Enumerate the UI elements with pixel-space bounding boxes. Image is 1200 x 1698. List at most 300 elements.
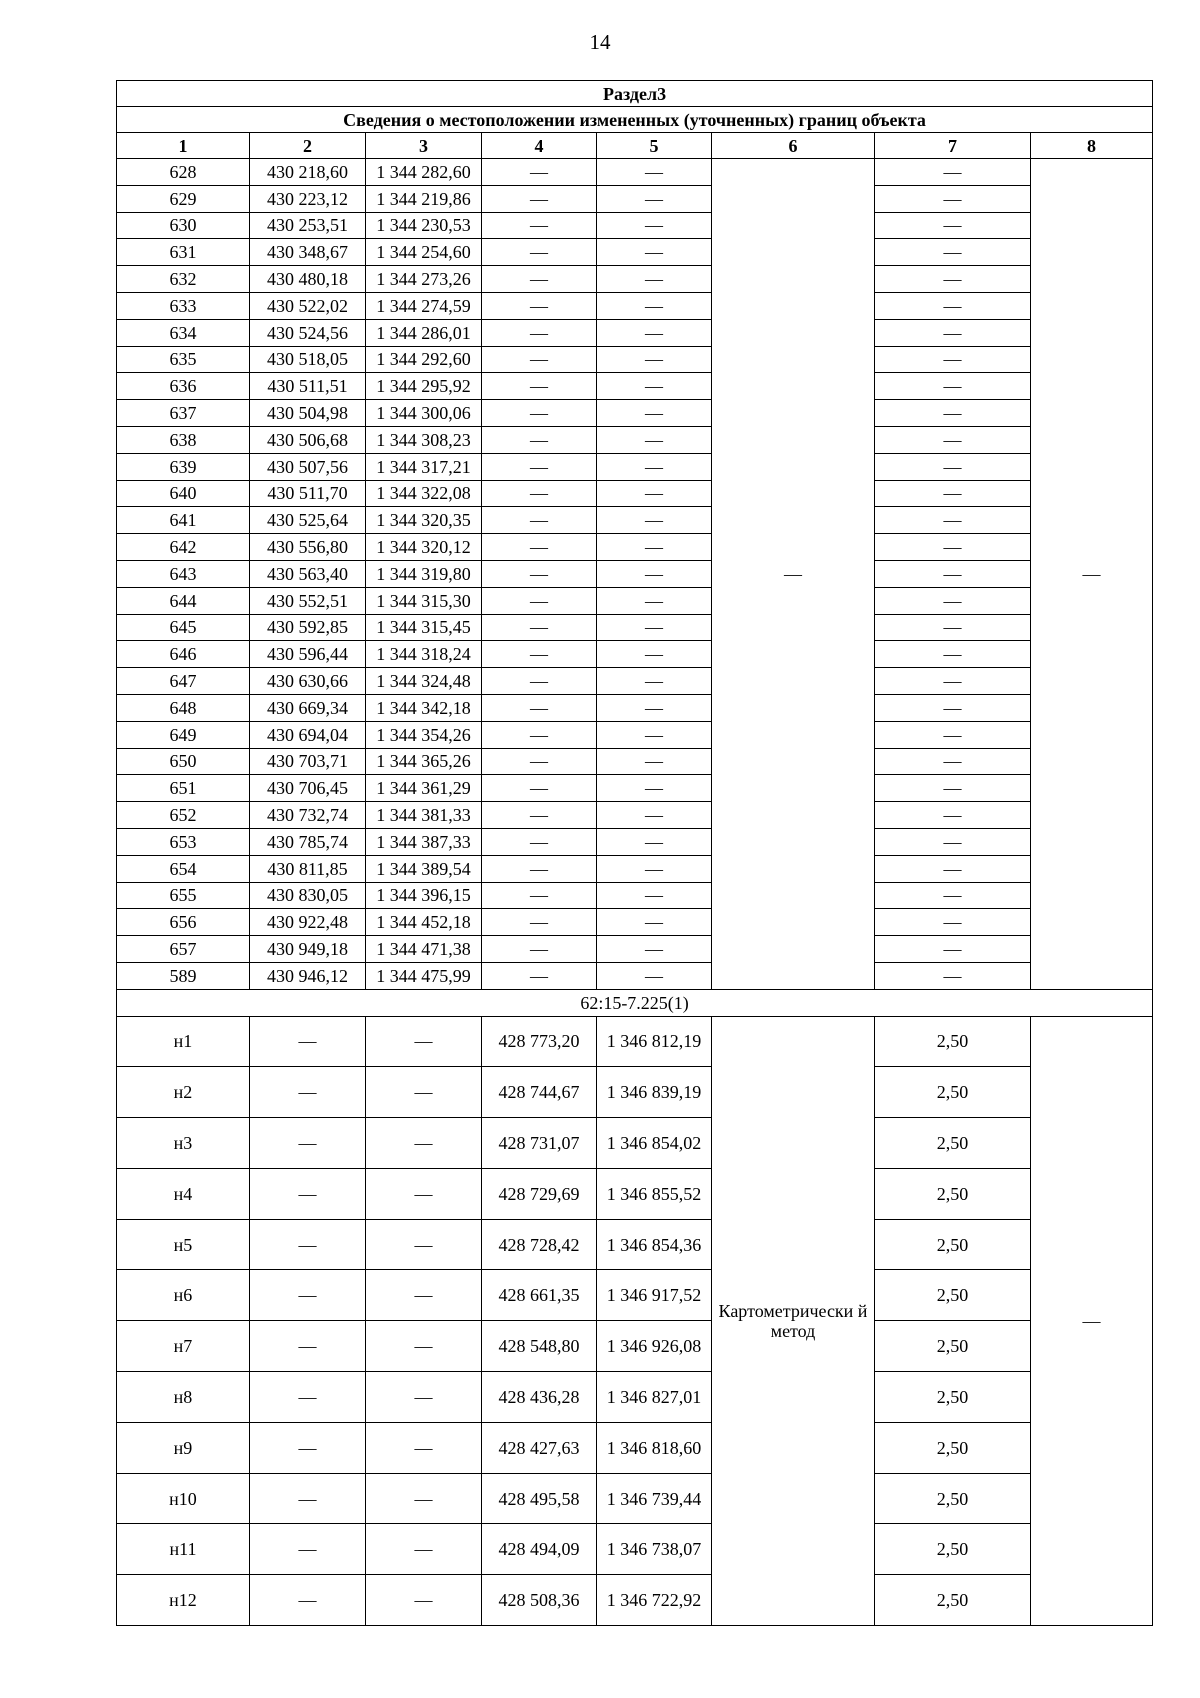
table-row	[117, 1575, 1153, 1626]
accuracy-cell: —	[875, 373, 1031, 400]
column-5-cell: —	[597, 507, 712, 534]
accuracy-cell: —	[875, 212, 1031, 239]
column-4-cell: —	[482, 882, 597, 909]
y-coordinate-cell: 1 344 292,60	[366, 346, 482, 373]
x-coordinate-cell: 428 744,67	[482, 1067, 597, 1118]
table-row	[117, 855, 1153, 882]
accuracy-cell: —	[875, 828, 1031, 855]
point-number-cell: 651	[117, 775, 250, 802]
point-number-cell: н2	[117, 1067, 250, 1118]
column-4-cell: —	[482, 641, 597, 668]
column-5-cell: —	[597, 453, 712, 480]
accuracy-cell: 2,50	[875, 1067, 1031, 1118]
column-2-cell: —	[250, 1575, 366, 1626]
table-row	[117, 560, 1153, 587]
point-number-cell: н8	[117, 1372, 250, 1423]
table-row	[117, 426, 1153, 453]
column-2-cell: —	[250, 1270, 366, 1321]
column-2-cell: —	[250, 1016, 366, 1067]
x-coordinate-cell: 430 830,05	[250, 882, 366, 909]
column-number: 6	[712, 133, 875, 159]
column-2-cell: —	[250, 1118, 366, 1169]
column-4-cell: —	[482, 694, 597, 721]
column-4-cell: —	[482, 587, 597, 614]
table-row	[117, 909, 1153, 936]
x-coordinate-cell: 430 703,71	[250, 748, 366, 775]
column-3-cell: —	[366, 1524, 482, 1575]
point-number-cell: н5	[117, 1219, 250, 1270]
accuracy-cell: —	[875, 400, 1031, 427]
y-coordinate-cell: 1 344 319,80	[366, 560, 482, 587]
table-title: Сведения о местоположении измененных (уточненных) границ объекта	[117, 107, 1153, 133]
accuracy-cell: —	[875, 962, 1031, 989]
accuracy-cell: —	[875, 266, 1031, 293]
table-row	[117, 534, 1153, 561]
column-number: 5	[597, 133, 712, 159]
y-coordinate-cell: 1 346 854,02	[597, 1118, 712, 1169]
accuracy-cell: —	[875, 694, 1031, 721]
y-coordinate-cell: 1 344 475,99	[366, 962, 482, 989]
y-coordinate-cell: 1 344 381,33	[366, 802, 482, 829]
column-5-cell: —	[597, 534, 712, 561]
column-5-cell: —	[597, 560, 712, 587]
point-number-cell: 641	[117, 507, 250, 534]
column-5-cell: —	[597, 292, 712, 319]
column-5-cell: —	[597, 641, 712, 668]
point-number-cell: 640	[117, 480, 250, 507]
x-coordinate-cell: 428 508,36	[482, 1575, 597, 1626]
section-title: Раздел3	[117, 81, 1153, 107]
table-row	[117, 775, 1153, 802]
y-coordinate-cell: 1 344 286,01	[366, 319, 482, 346]
table-row	[117, 802, 1153, 829]
x-coordinate-cell: 428 427,63	[482, 1422, 597, 1473]
column-5-cell: —	[597, 694, 712, 721]
table-row	[117, 1372, 1153, 1423]
accuracy-cell: 2,50	[875, 1473, 1031, 1524]
point-number-cell: н1	[117, 1016, 250, 1067]
point-number-cell: 649	[117, 721, 250, 748]
point-number-cell: н9	[117, 1422, 250, 1473]
x-coordinate-cell: 430 522,02	[250, 292, 366, 319]
column-4-cell: —	[482, 775, 597, 802]
x-coordinate-cell: 430 706,45	[250, 775, 366, 802]
column-3-cell: —	[366, 1372, 482, 1423]
accuracy-cell: —	[875, 882, 1031, 909]
point-number-cell: н6	[117, 1270, 250, 1321]
y-coordinate-cell: 1 344 318,24	[366, 641, 482, 668]
y-coordinate-cell: 1 346 926,08	[597, 1321, 712, 1372]
x-coordinate-cell: 428 773,20	[482, 1016, 597, 1067]
x-coordinate-cell: 430 785,74	[250, 828, 366, 855]
accuracy-cell: —	[875, 453, 1031, 480]
point-number-cell: 633	[117, 292, 250, 319]
y-coordinate-cell: 1 344 295,92	[366, 373, 482, 400]
column-number: 2	[250, 133, 366, 159]
point-number-cell: н11	[117, 1524, 250, 1575]
y-coordinate-cell: 1 344 324,48	[366, 668, 482, 695]
table-row	[117, 507, 1153, 534]
column-3-cell: —	[366, 1473, 482, 1524]
x-coordinate-cell: 428 495,58	[482, 1473, 597, 1524]
y-coordinate-cell: 1 346 722,92	[597, 1575, 712, 1626]
table-row	[117, 668, 1153, 695]
point-number-cell: н10	[117, 1473, 250, 1524]
x-coordinate-cell: 430 732,74	[250, 802, 366, 829]
x-coordinate-cell: 430 946,12	[250, 962, 366, 989]
accuracy-cell: —	[875, 292, 1031, 319]
accuracy-cell: —	[875, 534, 1031, 561]
column-5-cell: —	[597, 962, 712, 989]
y-coordinate-cell: 1 344 315,45	[366, 614, 482, 641]
table-row	[117, 1016, 1153, 1067]
table-row	[117, 453, 1153, 480]
column-5-cell: —	[597, 212, 712, 239]
column-8-cell: —	[1031, 1016, 1153, 1626]
y-coordinate-cell: 1 344 365,26	[366, 748, 482, 775]
column-4-cell: —	[482, 828, 597, 855]
column-2-cell: —	[250, 1372, 366, 1423]
column-4-cell: —	[482, 936, 597, 963]
column-number: 1	[117, 133, 250, 159]
point-number-cell: 634	[117, 319, 250, 346]
table-row	[117, 694, 1153, 721]
column-5-cell: —	[597, 668, 712, 695]
column-number: 4	[482, 133, 597, 159]
point-number-cell: 643	[117, 560, 250, 587]
table-row	[117, 346, 1153, 373]
column-number: 8	[1031, 133, 1153, 159]
column-number: 7	[875, 133, 1031, 159]
table-row	[117, 962, 1153, 989]
column-5-cell: —	[597, 266, 712, 293]
accuracy-cell: —	[875, 185, 1031, 212]
x-coordinate-cell: 430 596,44	[250, 641, 366, 668]
accuracy-cell: —	[875, 587, 1031, 614]
table-row	[117, 212, 1153, 239]
column-number: 3	[366, 133, 482, 159]
point-number-cell: 632	[117, 266, 250, 293]
accuracy-cell: 2,50	[875, 1422, 1031, 1473]
table-row	[117, 480, 1153, 507]
y-coordinate-cell: 1 344 230,53	[366, 212, 482, 239]
point-number-cell: 639	[117, 453, 250, 480]
column-5-cell: —	[597, 159, 712, 186]
table-row	[117, 319, 1153, 346]
point-number-cell: 642	[117, 534, 250, 561]
point-number-cell: 629	[117, 185, 250, 212]
x-coordinate-cell: 428 728,42	[482, 1219, 597, 1270]
column-3-cell: —	[366, 1270, 482, 1321]
column-5-cell: —	[597, 400, 712, 427]
table-row	[117, 721, 1153, 748]
accuracy-cell: 2,50	[875, 1219, 1031, 1270]
y-coordinate-cell: 1 346 739,44	[597, 1473, 712, 1524]
table-row	[117, 373, 1153, 400]
y-coordinate-cell: 1 346 818,60	[597, 1422, 712, 1473]
column-5-cell: —	[597, 936, 712, 963]
accuracy-cell: —	[875, 668, 1031, 695]
column-4-cell: —	[482, 453, 597, 480]
table-row	[117, 400, 1153, 427]
column-5-cell: —	[597, 775, 712, 802]
column-4-cell: —	[482, 614, 597, 641]
table-row	[117, 266, 1153, 293]
accuracy-cell: —	[875, 426, 1031, 453]
column-4-cell: —	[482, 748, 597, 775]
y-coordinate-cell: 1 344 322,08	[366, 480, 482, 507]
y-coordinate-cell: 1 344 389,54	[366, 855, 482, 882]
table-row	[117, 239, 1153, 266]
column-3-cell: —	[366, 1321, 482, 1372]
x-coordinate-cell: 428 436,28	[482, 1372, 597, 1423]
accuracy-cell: —	[875, 319, 1031, 346]
column-5-cell: —	[597, 319, 712, 346]
column-5-cell: —	[597, 855, 712, 882]
column-4-cell: —	[482, 507, 597, 534]
x-coordinate-cell: 430 511,51	[250, 373, 366, 400]
column-4-cell: —	[482, 721, 597, 748]
y-coordinate-cell: 1 344 452,18	[366, 909, 482, 936]
accuracy-cell: 2,50	[875, 1118, 1031, 1169]
point-number-cell: н7	[117, 1321, 250, 1372]
accuracy-cell: —	[875, 721, 1031, 748]
y-coordinate-cell: 1 344 396,15	[366, 882, 482, 909]
y-coordinate-cell: 1 344 219,86	[366, 185, 482, 212]
column-5-cell: —	[597, 909, 712, 936]
y-coordinate-cell: 1 344 273,26	[366, 266, 482, 293]
accuracy-cell: —	[875, 480, 1031, 507]
point-number-cell: 638	[117, 426, 250, 453]
x-coordinate-cell: 430 507,56	[250, 453, 366, 480]
y-coordinate-cell: 1 344 354,26	[366, 721, 482, 748]
table-row	[117, 936, 1153, 963]
x-coordinate-cell: 430 480,18	[250, 266, 366, 293]
x-coordinate-cell: 428 729,69	[482, 1168, 597, 1219]
table-row	[117, 1219, 1153, 1270]
point-number-cell: 636	[117, 373, 250, 400]
table-row	[117, 292, 1153, 319]
point-number-cell: 655	[117, 882, 250, 909]
accuracy-cell: —	[875, 239, 1031, 266]
accuracy-cell: 2,50	[875, 1016, 1031, 1067]
column-5-cell: —	[597, 426, 712, 453]
parcel-label: 62:15-7.225(1)	[117, 989, 1153, 1016]
x-coordinate-cell: 428 731,07	[482, 1118, 597, 1169]
accuracy-cell: —	[875, 855, 1031, 882]
table-row	[117, 587, 1153, 614]
y-coordinate-cell: 1 344 308,23	[366, 426, 482, 453]
parcel-label-row	[117, 989, 1153, 1016]
table-row	[117, 1473, 1153, 1524]
y-coordinate-cell: 1 346 827,01	[597, 1372, 712, 1423]
column-4-cell: —	[482, 480, 597, 507]
y-coordinate-cell: 1 344 471,38	[366, 936, 482, 963]
x-coordinate-cell: 428 548,80	[482, 1321, 597, 1372]
x-coordinate-cell: 430 525,64	[250, 507, 366, 534]
page-number: 14	[589, 30, 611, 54]
accuracy-cell: —	[875, 936, 1031, 963]
y-coordinate-cell: 1 344 317,21	[366, 453, 482, 480]
column-4-cell: —	[482, 319, 597, 346]
x-coordinate-cell: 430 518,05	[250, 346, 366, 373]
column-2-cell: —	[250, 1168, 366, 1219]
x-coordinate-cell: 430 506,68	[250, 426, 366, 453]
x-coordinate-cell: 430 223,12	[250, 185, 366, 212]
accuracy-cell: 2,50	[875, 1372, 1031, 1423]
y-coordinate-cell: 1 346 738,07	[597, 1524, 712, 1575]
point-number-cell: 652	[117, 802, 250, 829]
method-cell: Картометрически й метод	[712, 1016, 875, 1626]
column-4-cell: —	[482, 855, 597, 882]
point-number-cell: 645	[117, 614, 250, 641]
column-4-cell: —	[482, 159, 597, 186]
table-row	[117, 1270, 1153, 1321]
point-number-cell: 589	[117, 962, 250, 989]
column-3-cell: —	[366, 1422, 482, 1473]
y-coordinate-cell: 1 344 361,29	[366, 775, 482, 802]
column-5-cell: —	[597, 748, 712, 775]
point-number-cell: 648	[117, 694, 250, 721]
column-4-cell: —	[482, 346, 597, 373]
y-coordinate-cell: 1 344 315,30	[366, 587, 482, 614]
y-coordinate-cell: 1 344 320,12	[366, 534, 482, 561]
x-coordinate-cell: 428 661,35	[482, 1270, 597, 1321]
point-number-cell: 657	[117, 936, 250, 963]
accuracy-cell: —	[875, 909, 1031, 936]
table-row	[117, 1524, 1153, 1575]
column-4-cell: —	[482, 266, 597, 293]
y-coordinate-cell: 1 344 342,18	[366, 694, 482, 721]
accuracy-cell: 2,50	[875, 1168, 1031, 1219]
column-5-cell: —	[597, 185, 712, 212]
table-row	[117, 159, 1153, 186]
accuracy-cell: —	[875, 641, 1031, 668]
column-5-cell: —	[597, 721, 712, 748]
column-3-cell: —	[366, 1016, 482, 1067]
x-coordinate-cell: 428 494,09	[482, 1524, 597, 1575]
column-4-cell: —	[482, 534, 597, 561]
column-5-cell: —	[597, 802, 712, 829]
column-4-cell: —	[482, 212, 597, 239]
accuracy-cell: —	[875, 159, 1031, 186]
column-5-cell: —	[597, 587, 712, 614]
table-row	[117, 882, 1153, 909]
x-coordinate-cell: 430 552,51	[250, 587, 366, 614]
column-4-cell: —	[482, 909, 597, 936]
point-number-cell: н4	[117, 1168, 250, 1219]
accuracy-cell: —	[875, 614, 1031, 641]
table-row	[117, 1168, 1153, 1219]
point-number-cell: 644	[117, 587, 250, 614]
column-4-cell: —	[482, 668, 597, 695]
column-4-cell: —	[482, 962, 597, 989]
x-coordinate-cell: 430 348,67	[250, 239, 366, 266]
x-coordinate-cell: 430 592,85	[250, 614, 366, 641]
point-number-cell: 646	[117, 641, 250, 668]
table-row	[117, 185, 1153, 212]
column-3-cell: —	[366, 1575, 482, 1626]
accuracy-cell: —	[875, 802, 1031, 829]
x-coordinate-cell: 430 563,40	[250, 560, 366, 587]
column-4-cell: —	[482, 560, 597, 587]
point-number-cell: 628	[117, 159, 250, 186]
accuracy-cell: —	[875, 560, 1031, 587]
x-coordinate-cell: 430 556,80	[250, 534, 366, 561]
table-row	[117, 641, 1153, 668]
column-5-cell: —	[597, 373, 712, 400]
column-5-cell: —	[597, 614, 712, 641]
column-2-cell: —	[250, 1422, 366, 1473]
x-coordinate-cell: 430 630,66	[250, 668, 366, 695]
table-row	[117, 1118, 1153, 1169]
point-number-cell: 653	[117, 828, 250, 855]
column-5-cell: —	[597, 828, 712, 855]
column-5-cell: —	[597, 346, 712, 373]
y-coordinate-cell: 1 344 274,59	[366, 292, 482, 319]
point-number-cell: 656	[117, 909, 250, 936]
column-4-cell: —	[482, 185, 597, 212]
y-coordinate-cell: 1 344 282,60	[366, 159, 482, 186]
y-coordinate-cell: 1 346 917,52	[597, 1270, 712, 1321]
accuracy-cell: —	[875, 507, 1031, 534]
y-coordinate-cell: 1 346 855,52	[597, 1168, 712, 1219]
accuracy-cell: 2,50	[875, 1270, 1031, 1321]
column-2-cell: —	[250, 1067, 366, 1118]
point-number-cell: 637	[117, 400, 250, 427]
accuracy-cell: 2,50	[875, 1575, 1031, 1626]
method-cell: —	[712, 159, 875, 990]
accuracy-cell: 2,50	[875, 1321, 1031, 1372]
column-4-cell: —	[482, 802, 597, 829]
accuracy-cell: —	[875, 748, 1031, 775]
column-3-cell: —	[366, 1219, 482, 1270]
y-coordinate-cell: 1 344 254,60	[366, 239, 482, 266]
column-2-cell: —	[250, 1524, 366, 1575]
y-coordinate-cell: 1 344 387,33	[366, 828, 482, 855]
column-4-cell: —	[482, 426, 597, 453]
x-coordinate-cell: 430 253,51	[250, 212, 366, 239]
point-number-cell: 647	[117, 668, 250, 695]
column-5-cell: —	[597, 882, 712, 909]
point-number-cell: н12	[117, 1575, 250, 1626]
x-coordinate-cell: 430 694,04	[250, 721, 366, 748]
table-row	[117, 614, 1153, 641]
table-row	[117, 1067, 1153, 1118]
column-3-cell: —	[366, 1168, 482, 1219]
table-row	[117, 1321, 1153, 1372]
boundary-table	[116, 80, 1153, 1626]
y-coordinate-cell: 1 344 320,35	[366, 507, 482, 534]
accuracy-cell: —	[875, 346, 1031, 373]
column-2-cell: —	[250, 1473, 366, 1524]
column-5-cell: —	[597, 480, 712, 507]
y-coordinate-cell: 1 346 854,36	[597, 1219, 712, 1270]
column-3-cell: —	[366, 1118, 482, 1169]
x-coordinate-cell: 430 811,85	[250, 855, 366, 882]
column-4-cell: —	[482, 239, 597, 266]
column-2-cell: —	[250, 1219, 366, 1270]
point-number-cell: 650	[117, 748, 250, 775]
point-number-cell: 631	[117, 239, 250, 266]
point-number-cell: 635	[117, 346, 250, 373]
y-coordinate-cell: 1 346 812,19	[597, 1016, 712, 1067]
x-coordinate-cell: 430 504,98	[250, 400, 366, 427]
column-5-cell: —	[597, 239, 712, 266]
table-row	[117, 748, 1153, 775]
column-4-cell: —	[482, 373, 597, 400]
x-coordinate-cell: 430 511,70	[250, 480, 366, 507]
